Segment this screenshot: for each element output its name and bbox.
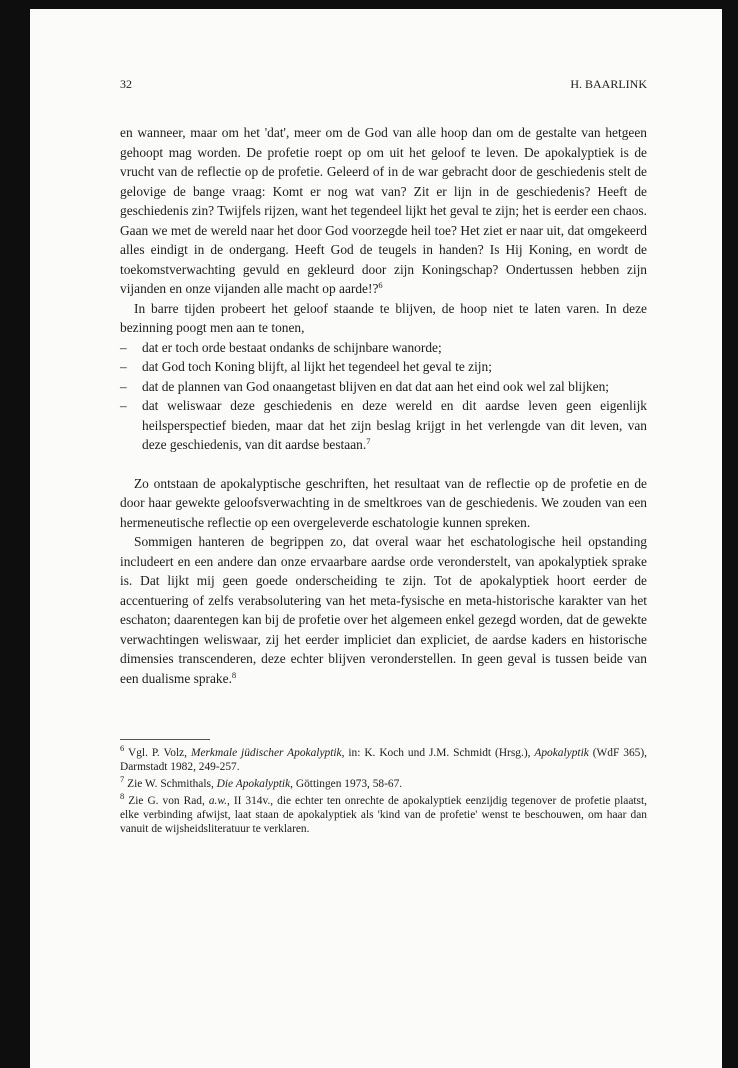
paragraph-3: Zo ontstaan de apokalyptische geschriften, het resultaat van de reflectie op de profetie en de door haar gewekte geloofsverwachting in de smeltkroes van de geschiedenis. We zouden van een hermeneutische reflectie op een overgeleverde eschatologie kunnen spreken. xyxy=(120,475,647,530)
list-item-text: dat God toch Koning blijft, al lijkt het tegendeel het geval te zijn; xyxy=(142,359,492,374)
argument-list xyxy=(120,338,647,455)
scan-border-left xyxy=(0,0,30,1068)
page-content xyxy=(120,75,647,839)
footnote-title: Apokalyptik xyxy=(534,747,589,759)
list-item-text: dat weliswaar deze geschiedenis en deze wereld en dit aardse leven geen eigenlijk heilsperspectief bieden, maar dat het zijn beslag krijgt in het verlengde van dit leven, van deze geschiedenis, van dit aardse bestaan. xyxy=(142,398,647,452)
footnote-6 xyxy=(120,743,647,774)
footnote-title: a.w. xyxy=(208,795,227,807)
footnote-number: 6 xyxy=(120,743,125,753)
list-item xyxy=(120,377,647,397)
paragraph-1-text: en wanneer, maar om het 'dat', meer om de God van alle hoop dan om de gestalte van hetgeen gehoopt mag worden. De profetie roept op om uit het geloof te leven. De apokalyptiek is de vrucht van de reflectie op de profetie. Geleerd of in de war gebracht door de geschiedenis stelt de gelovige de bange vraag: Komt er nog wat van? Zit er lijn in de geschiedenis? Heeft de geschiedenis zin? Twijfels rijzen, want het tegendeel lijkt het geval te zijn; het is eerder een chaos. Gaan we met de wereld naar het door God voorzegde heil toe? Het ziet er naar uit, dat omgekeerd alles eindigt in de ondergang. Heeft God de teugels in handen? Is Hij Koning, en wordt de toekomstverwachting gevuld en gekleurd door zijn Koningschap? Ondertussen hebben zijn vijanden en onze vijanden alle macht op aarde!? xyxy=(120,125,647,296)
body-text xyxy=(120,123,647,688)
footnote-title: Die Apokalyptik xyxy=(216,778,291,790)
footnote-ref-8: 8 xyxy=(231,669,237,680)
page-number: 32 xyxy=(120,77,132,91)
footnote-ref-7: 7 xyxy=(366,436,371,446)
dash-marker: – xyxy=(120,398,127,413)
list-item xyxy=(120,357,647,377)
paragraph-gap xyxy=(120,455,647,474)
footnote-text: Vgl. P. Volz, xyxy=(127,747,191,759)
scan-border-top xyxy=(0,0,738,9)
footnote-text: Zie G. von Rad, xyxy=(128,795,209,807)
paragraph-1 xyxy=(120,123,647,299)
footnote-text: Zie W. Schmithals, xyxy=(127,778,217,790)
footnotes xyxy=(120,743,647,836)
footnote-title: Merkmale jüdischer Apokalyptik xyxy=(190,747,342,759)
footnote-number: 7 xyxy=(120,774,125,784)
book-page xyxy=(30,9,722,1068)
footnote-ref-6: 6 xyxy=(378,280,383,290)
list-item xyxy=(120,338,647,358)
footnote-number: 8 xyxy=(120,791,125,801)
footnote-divider xyxy=(120,739,210,740)
footnote-8 xyxy=(120,791,647,836)
dash-marker: – xyxy=(120,378,127,394)
footnote-text: , II 314v., die echter ten onrechte de apokalyptiek eenzijdig tegenover de profetie plaatst, elke verbinding afwijst, laat staan de apokalyptiek als 'kind van de profetie' wenst te beschouwen, om haar dan vanuit de wijsheidsliteratuur te verklaren. xyxy=(120,795,647,835)
running-title: H. BAARLINK xyxy=(570,77,647,91)
list-item-text: dat er toch orde bestaat ondanks de schijnbare wanorde; xyxy=(142,339,442,355)
dash-marker: – xyxy=(120,339,127,355)
scan-border-right xyxy=(722,0,738,1068)
paragraph-4-text: Sommigen hanteren de begrippen zo, dat overal waar het eschatologische heil opstanding includeert en een andere dan onze ervaarbare aardse orde veronderstelt, van apokalyptiek sprake is. Dat lijkt mij geen goede onderscheiding te zijn. Tot de apokalyptiek hoort eerder de accentuering of zelfs verabsolutering van het meta-fysische en meta-historische karakter van het eschaton; daarentegen kan bij de profetie over het algemeen enkel gezegd worden, dat de gewekte verwachtingen weliswaar, zij het eerder impliciet dan expliciet, de aardse kaders en historische dimensies transcenderen, deze echter blijven veronderstellen. In geen geval is tussen beide van een dualisme sprake. xyxy=(120,534,647,686)
running-header xyxy=(120,75,647,93)
footnote-text: , Göttingen 1973, 58-67. xyxy=(290,778,403,790)
paragraph-4 xyxy=(120,532,647,688)
paragraph-2: In barre tijden probeert het geloof staande te blijven, de hoop niet te laten varen. In deze bezinning poogt men aan te tonen, xyxy=(120,300,647,335)
list-item xyxy=(120,396,647,455)
footnote-text: , in: K. Koch und J.M. Schmidt (Hrsg.), xyxy=(341,747,535,759)
footnote-7 xyxy=(120,774,647,791)
dash-marker: – xyxy=(120,359,127,374)
list-item-text: dat de plannen van God onaangetast blijven en dat dat aan het eind ook wel zal blijken; xyxy=(142,378,610,394)
footnote-text: (WdF 365), Darmstadt 1982, 249-257. xyxy=(120,747,647,773)
